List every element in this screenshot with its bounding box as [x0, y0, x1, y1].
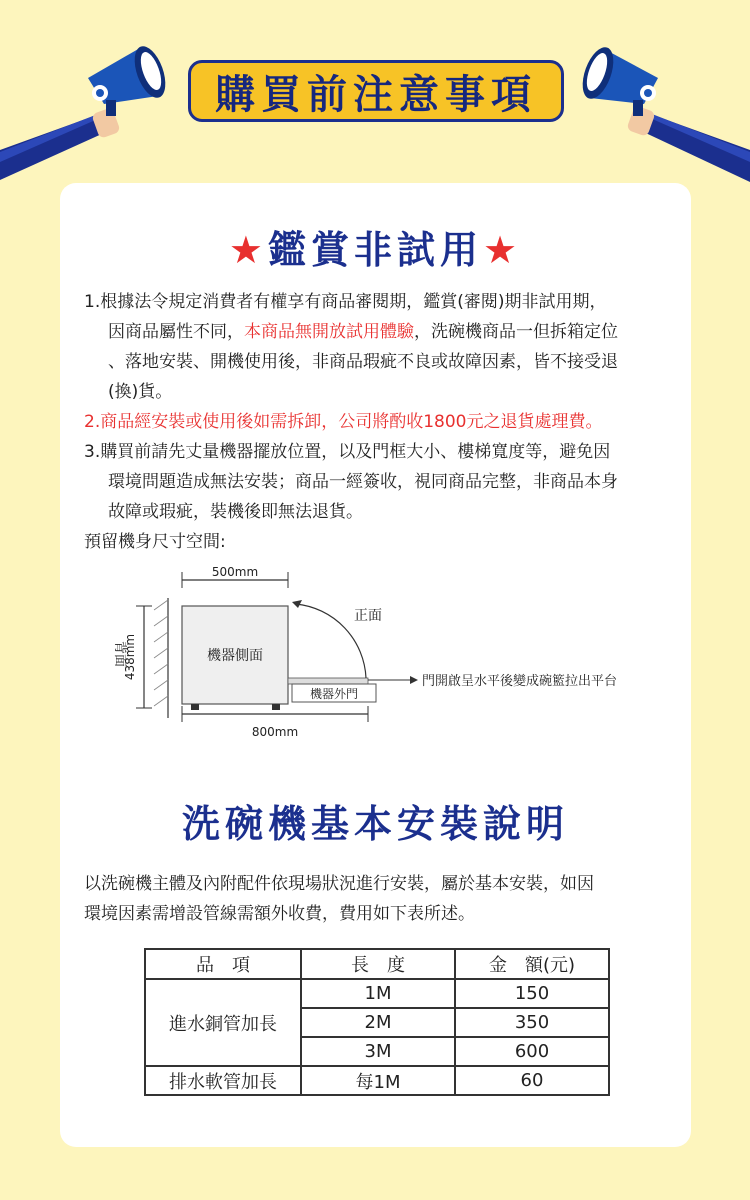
notice-list	[84, 287, 684, 557]
megaphone-right-icon	[577, 43, 750, 182]
fee-table	[144, 948, 610, 1096]
section-title-installation: 洗碗機基本安裝說明	[181, 802, 569, 846]
star-icon: ★	[228, 228, 268, 272]
notice-item-2: 2.商品經安裝或使用後如需拆卸，公司將酌收1800元之退貨處理費。	[84, 412, 603, 432]
side-label: 機器側面	[207, 648, 263, 664]
star-icon: ★	[483, 228, 523, 272]
door-platform	[288, 678, 368, 684]
height-label: 438mm	[123, 633, 137, 681]
depth-label: 800mm	[251, 725, 299, 739]
header-item: 品 項	[145, 949, 301, 979]
door-label: 機器外門	[309, 687, 359, 701]
table-row: 3M 600	[145, 1037, 609, 1066]
notice-item-1: 1.根據法令規定消費者有權享有商品審閱期，鑑賞(審閱)期非試用期， 因商品屬性不同，本商品無開放試用體驗，洗碗機商品一但拆箱定位 、落地安裝、開機使用後，非商品瑕疵不良或故障因素，皆不接受退 (換)貨。	[84, 292, 618, 402]
door-note: 門開啟呈水平後變成碗籃拉出平台	[422, 674, 618, 689]
notice-card	[60, 183, 691, 1147]
notice-item-3: 3.購買前請先丈量機器擺放位置，以及門框大小、樓梯寬度等，避免因 環境問題造成無法安裝；商品一經簽收，視同商品完整，非商品本身 故障或瑕疵，裝機後即無法退貨。	[84, 442, 618, 522]
table-row: 進水銅管加長 1M 150	[145, 979, 609, 1008]
table-row: 2M 350	[145, 1008, 609, 1037]
section-title-appreciation: ★鑑賞非試用★	[228, 228, 523, 272]
highlight-no-trial: 本商品無開放試用體驗	[244, 322, 414, 342]
space-label: 預留機身尺寸空間:	[84, 532, 226, 552]
megaphone-left-icon	[0, 42, 171, 180]
table-row: 排水軟管加長 每1M 60	[145, 1066, 609, 1095]
header-length: 長 度	[301, 949, 455, 979]
item-water-pipe: 進水銅管加長	[145, 979, 301, 1066]
dimension-diagram	[96, 558, 696, 758]
front-label: 正面	[354, 608, 382, 624]
table-header-row	[145, 949, 609, 979]
header-price: 金 額(元)	[455, 949, 609, 979]
page-title: 購買前注意事項	[188, 60, 564, 122]
width-label: 500mm	[211, 565, 259, 579]
installation-paragraph: 以洗碗機主體及內附配件依現場狀況進行安裝，屬於基本安裝，如因 環境因素需增設管線需額外收費，費用如下表所述。	[84, 874, 594, 924]
header-banner	[0, 0, 750, 190]
back-label: 背面	[112, 640, 127, 668]
item-drain-hose: 排水軟管加長	[145, 1066, 301, 1095]
